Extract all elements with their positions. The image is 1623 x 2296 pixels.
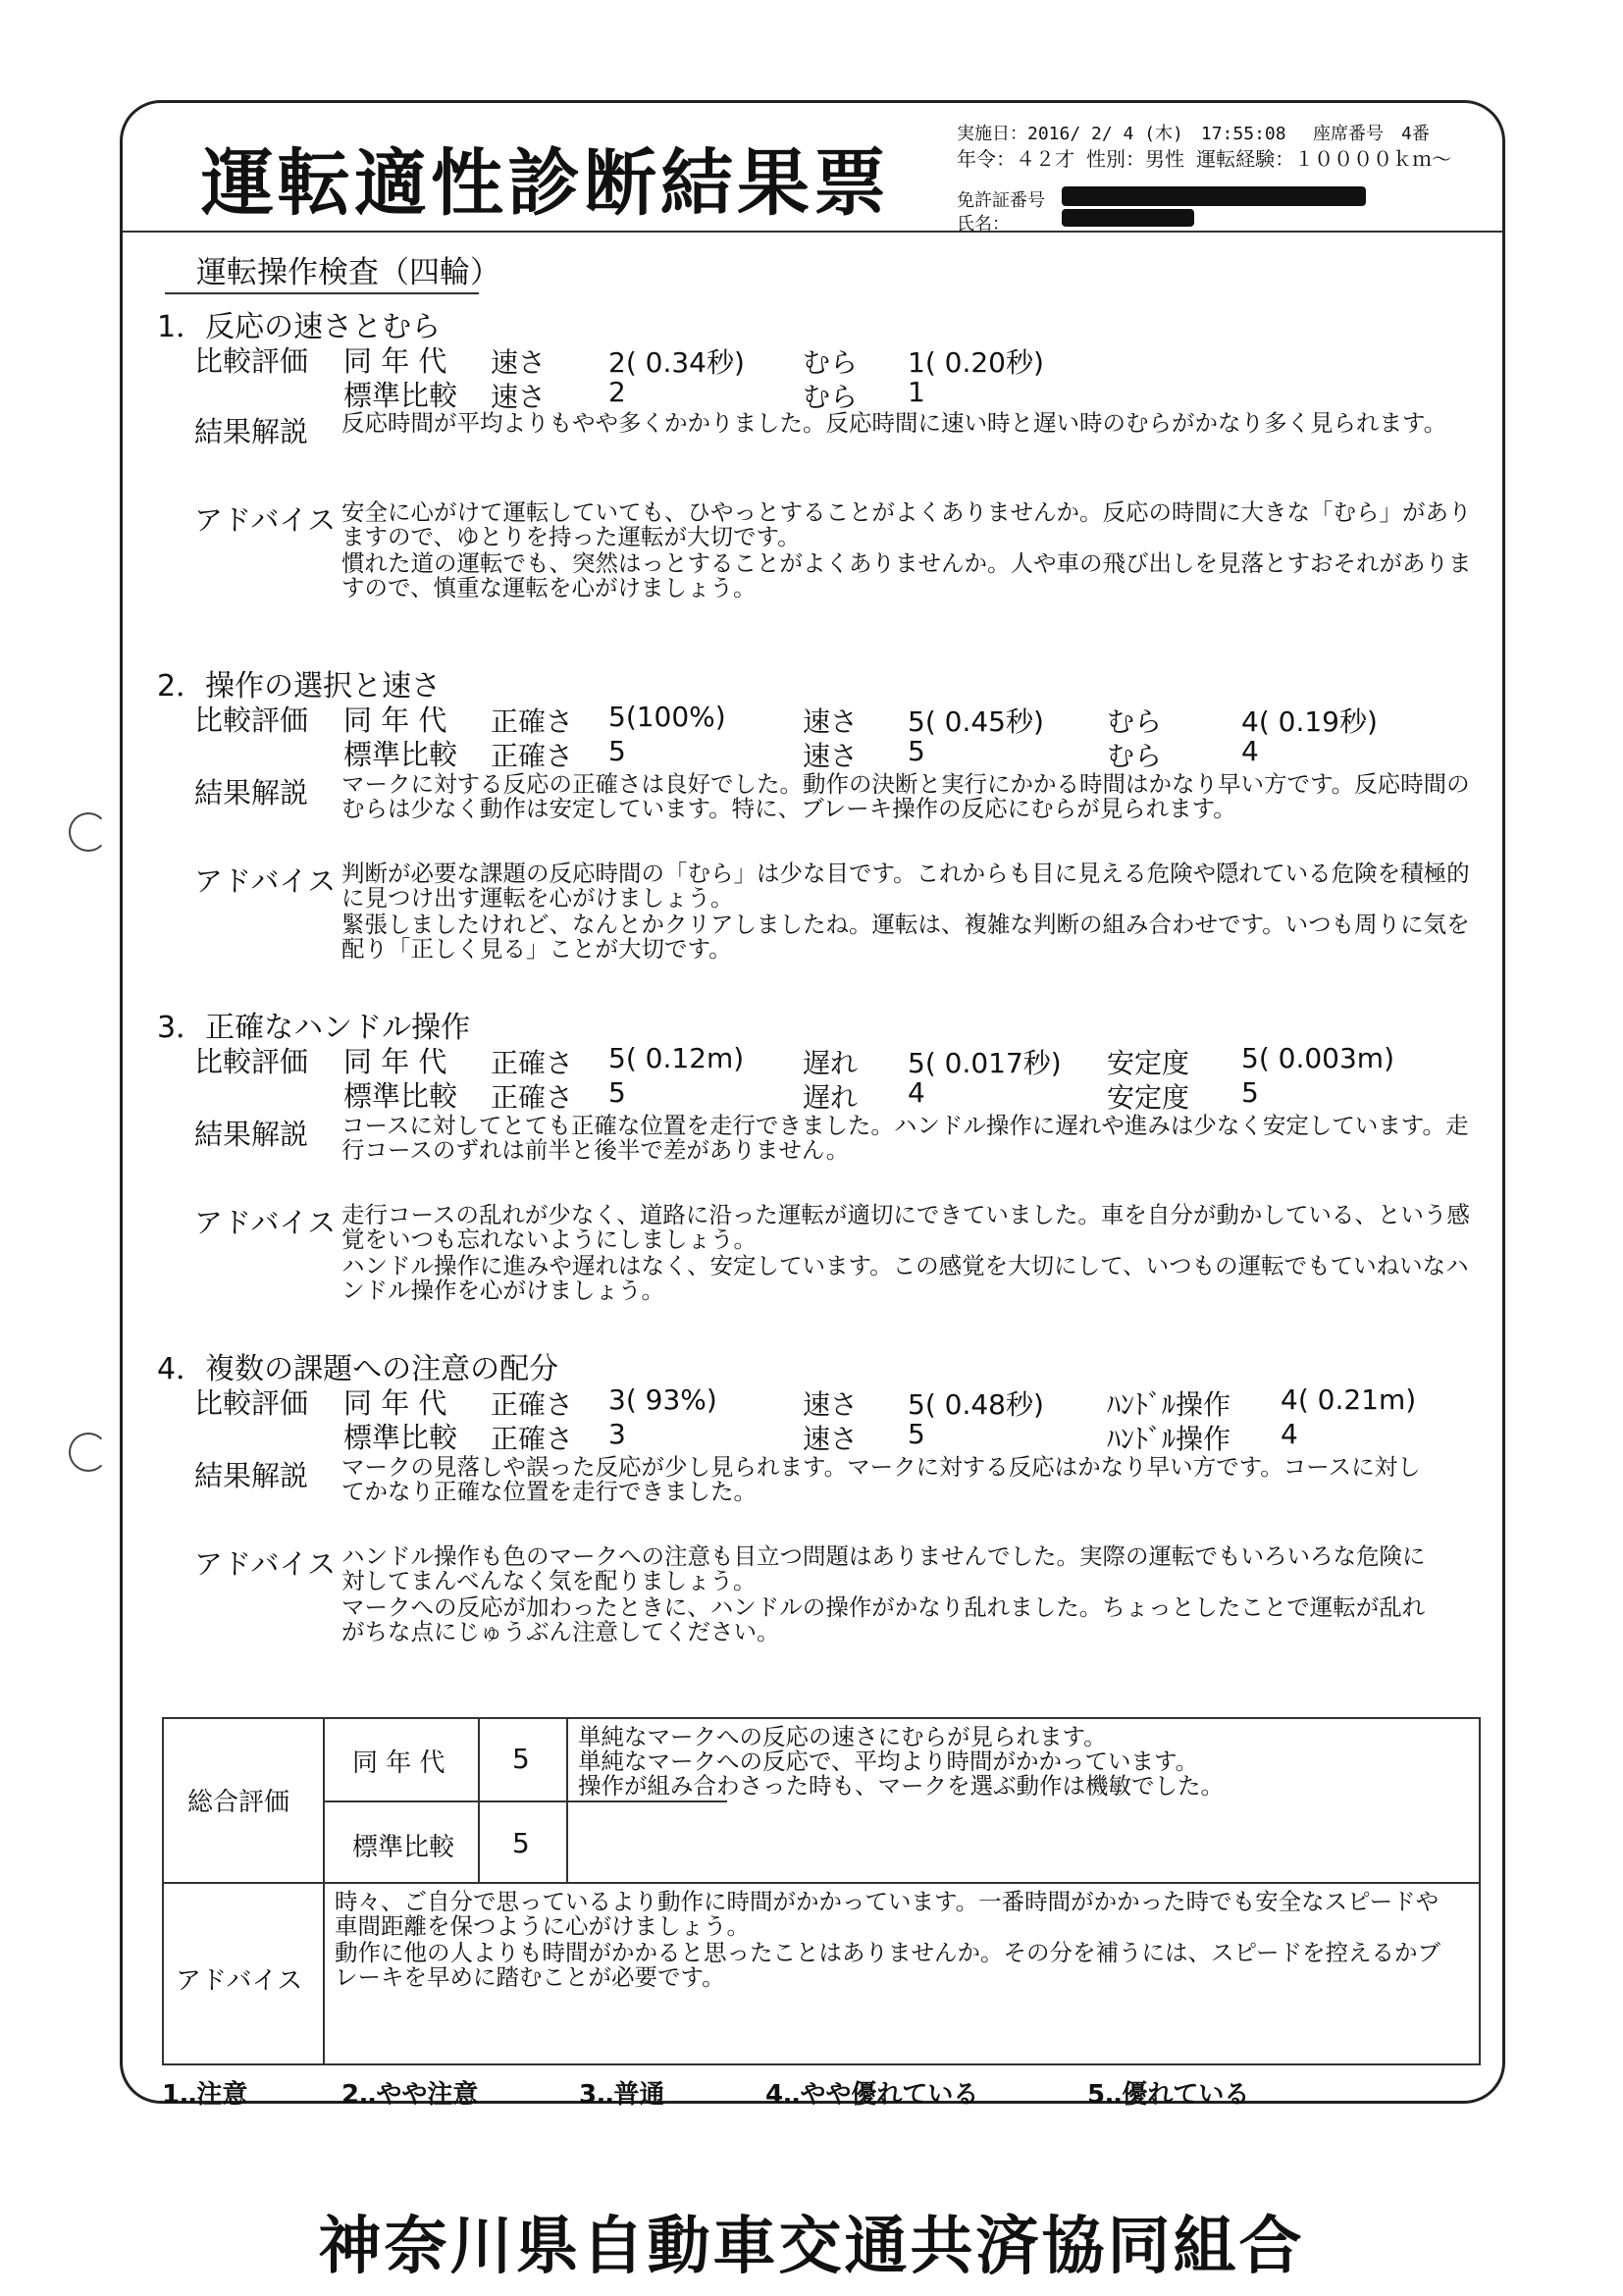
metric-label: 遅れ bbox=[803, 1081, 859, 1114]
result-text: マークの見落しや誤った反応が少し見られます。マークに対する反応はかなり早い方です。コースに対してかなり正確な位置を走行できました。 bbox=[341, 1453, 1421, 1505]
standard-label: 標準比較 bbox=[343, 1079, 458, 1113]
section-title: 3．正確なハンドル操作 bbox=[157, 1011, 471, 1045]
same-age-label: 同 年 代 bbox=[352, 1748, 445, 1778]
metric-value: 4 bbox=[1281, 1418, 1298, 1450]
standard-label: 標準比較 bbox=[352, 1833, 455, 1862]
metric-label: 速さ bbox=[803, 740, 859, 772]
section-title: 4．複数の課題への注意の配分 bbox=[157, 1352, 559, 1386]
same-age-label: 同 年 代 bbox=[343, 1045, 447, 1078]
compare-label: 比較評価 bbox=[194, 1045, 309, 1078]
compare-label: 比較評価 bbox=[194, 344, 309, 378]
result-text: コースに対してとても正確な位置を走行できました。ハンドル操作に遅れや進みは少なく安定しています。走行コースのずれは前半と後半で差がありません。 bbox=[341, 1112, 1469, 1164]
metric-label: 正確さ bbox=[491, 1081, 574, 1114]
result-label: 結果解説 bbox=[194, 1459, 309, 1492]
metric-value: 5 bbox=[908, 735, 925, 767]
metric-label: 遅れ bbox=[803, 1047, 859, 1079]
advice-label: アドバイス bbox=[194, 1206, 337, 1239]
title-divider bbox=[123, 231, 1502, 233]
summary-comment: 操作が組み合わさった時も、マークを選ぶ動作は機敏でした。 bbox=[578, 1772, 1224, 1800]
summary-advice: 動作に他の人よりも時間がかかると思ったことはありませんか。その分を補うには、スピードを控えるかブレーキを早めに踏むことが必要です。 bbox=[335, 1939, 1441, 1991]
advice-text: 慣れた道の運転でも、突然はっとすることがよくありませんか。人や車の飛び出しを見落とすおそれがありますので、慎重な運転を心がけましょう。 bbox=[341, 549, 1472, 601]
metric-label: 正確さ bbox=[491, 1388, 574, 1421]
advice-text: マークへの反応が加わったときに、ハンドルの操作がかなり乱れました。ちょっとしたことで運転が乱れがちな点にじゅうぶん注意してください。 bbox=[341, 1593, 1426, 1645]
metric-label: 正確さ bbox=[491, 740, 574, 772]
result-label: 結果解説 bbox=[194, 776, 309, 809]
advice-label: アドバイス bbox=[194, 864, 337, 898]
same-age-score: 5 bbox=[512, 1743, 530, 1775]
seat-number: 座席番号 4番 bbox=[1313, 124, 1430, 144]
metric-label: 安定度 bbox=[1107, 1047, 1190, 1079]
redaction-bar bbox=[1062, 186, 1366, 206]
same-age-label: 同 年 代 bbox=[343, 704, 447, 737]
advice-text: ハンドル操作も色のマークへの注意も目立つ問題はありませんでした。実際の運転でもいろいろな危険に対してまんべんなく気を配りましょう。 bbox=[341, 1542, 1426, 1594]
summary-comment: 単純なマークへの反応で、平均より時間がかかっています。 bbox=[578, 1748, 1199, 1775]
result-label: 結果解説 bbox=[194, 1118, 309, 1151]
metric-value: 5 bbox=[1241, 1076, 1259, 1109]
metric-value: 3( 93%) bbox=[608, 1383, 717, 1416]
organization-name: 神奈川県自動車交通共済協同組合 bbox=[318, 2211, 1305, 2283]
metric-value: 2 bbox=[608, 376, 626, 408]
same-age-label: 同 年 代 bbox=[343, 1386, 447, 1420]
metric-label: むら bbox=[803, 346, 859, 379]
summary-comment: 単純なマークへの反応の速さにむらが見られます。 bbox=[578, 1723, 1107, 1750]
result-text: 反応時間が平均よりもやや多くかかりました。反応時間に速い時と遅い時のむらがかなり多く見られます。 bbox=[341, 409, 1447, 437]
legend-item: 4‥やや優れている bbox=[765, 2080, 979, 2110]
metric-value: 5 bbox=[608, 1076, 626, 1109]
summary-advice: 時々、ご自分で思っているより動作に時間がかかっています。一番時間がかかった時でも安全なスピードや車間距離を保つように心がけましょう。 bbox=[335, 1888, 1440, 1940]
metric-value: 3 bbox=[608, 1418, 626, 1450]
metric-value: 4( 0.19秒) bbox=[1241, 705, 1378, 738]
advice-label: アドバイス bbox=[194, 503, 337, 537]
summary-table bbox=[162, 1717, 1481, 2065]
name-label: 氏名： bbox=[957, 214, 1010, 235]
metric-label: 安定度 bbox=[1107, 1081, 1190, 1114]
metric-label: 速さ bbox=[491, 346, 547, 379]
metric-value: 5( 0.12m) bbox=[608, 1042, 745, 1074]
exam-datetime: 実施日：2016/ 2/ 4 (木) 17:55:08 bbox=[957, 124, 1286, 144]
legend-item: 2‥やや注意 bbox=[341, 2080, 479, 2110]
examinee-profile: 年令：４２才 性別：男性 運転経験：１００００ｋｍ～ bbox=[957, 147, 1452, 171]
metric-value: 5(100%) bbox=[608, 701, 726, 733]
result-label: 結果解説 bbox=[194, 415, 309, 448]
advice-text: 緊張しましたけれど、なんとかクリアしましたね。運転は、複雑な判断の組み合わせです。いつも周りに気を配り「正しく見る」ことが大切です。 bbox=[341, 911, 1470, 963]
metric-label: 正確さ bbox=[491, 705, 574, 738]
standard-score: 5 bbox=[512, 1827, 530, 1859]
metric-label: ﾊﾝﾄﾞﾙ操作 bbox=[1107, 1423, 1231, 1455]
metric-value: 5( 0.003m) bbox=[1241, 1042, 1394, 1074]
metric-label: 正確さ bbox=[491, 1423, 574, 1455]
standard-label: 標準比較 bbox=[343, 738, 458, 771]
section-title: 2．操作の選択と速さ bbox=[157, 669, 442, 704]
metric-label: むら bbox=[1107, 705, 1163, 738]
result-text: マークに対する反応の正確さは良好でした。動作の決断と実行にかかる時間はかなり早い方です。反応時間のむらは少なく動作は安定しています。特に、ブレーキ操作の反応にむらが見られます。 bbox=[341, 770, 1470, 822]
metric-value: 5 bbox=[908, 1418, 925, 1450]
metric-value: 5( 0.45秒) bbox=[908, 705, 1044, 738]
page-title: 運転適性診断結果票 bbox=[201, 141, 890, 226]
compare-label: 比較評価 bbox=[194, 1386, 309, 1420]
advice-label: アドバイス bbox=[176, 1966, 303, 1996]
license-label: 免許証番号 bbox=[957, 190, 1045, 211]
test-subtitle: 運転操作検査（四輪） bbox=[196, 255, 500, 290]
metric-value: 2( 0.34秒) bbox=[608, 346, 745, 379]
advice-text: 安全に心がけて運転していても、ひやっとすることがよくありませんか。反応の時間に大きな「むら」がありますので、ゆとりを持った運転が大切です。 bbox=[341, 498, 1472, 550]
metric-label: 速さ bbox=[803, 705, 859, 738]
same-age-label: 同 年 代 bbox=[343, 344, 447, 378]
legend-item: 1‥注意 bbox=[162, 2080, 248, 2110]
metric-value: 1 bbox=[908, 376, 925, 408]
redaction-bar bbox=[1062, 209, 1194, 227]
subtitle-underline bbox=[165, 292, 479, 294]
metric-label: 正確さ bbox=[491, 1047, 574, 1079]
section-title: 1．反応の速さとむら bbox=[157, 310, 442, 344]
advice-text: ハンドル操作に進みや遅れはなく、安定しています。この感覚を大切にして、いつもの運転でもていねいなハンドル操作を心がけましょう。 bbox=[341, 1252, 1469, 1304]
metric-value: 5( 0.017秒) bbox=[908, 1047, 1062, 1079]
metric-label: ﾊﾝﾄﾞﾙ操作 bbox=[1107, 1388, 1231, 1421]
metric-label: 速さ bbox=[803, 1423, 859, 1455]
advice-label: アドバイス bbox=[194, 1547, 337, 1581]
metric-value: 4 bbox=[1241, 735, 1259, 767]
metric-label: 速さ bbox=[491, 381, 547, 413]
metric-value: 1( 0.20秒) bbox=[908, 346, 1044, 379]
metric-value: 4( 0.21m) bbox=[1281, 1383, 1417, 1416]
legend-item: 3‥普通 bbox=[579, 2080, 665, 2110]
metric-value: 5( 0.48秒) bbox=[908, 1388, 1044, 1421]
advice-text: 走行コースの乱れが少なく、道路に沿った運転が適切にできていました。車を自分が動かしている、という感覚をいつも忘れないようにしましょう。 bbox=[341, 1201, 1470, 1253]
binder-hole-top bbox=[69, 812, 108, 852]
metric-value: 4 bbox=[908, 1076, 925, 1109]
binder-hole-bottom bbox=[69, 1433, 108, 1472]
metric-label: 速さ bbox=[803, 1388, 859, 1421]
metric-value: 5 bbox=[608, 735, 626, 767]
overall-label: 総合評価 bbox=[187, 1788, 290, 1817]
standard-label: 標準比較 bbox=[343, 1421, 458, 1454]
legend-item: 5‥優れている bbox=[1087, 2080, 1250, 2110]
metric-label: むら bbox=[1107, 740, 1163, 772]
standard-label: 標準比較 bbox=[343, 379, 458, 412]
compare-label: 比較評価 bbox=[194, 704, 309, 737]
metric-label: むら bbox=[803, 381, 859, 413]
advice-text: 判断が必要な課題の反応時間の「むら」は少な目です。これからも目に見える危険や隠れている危険を積極的に見つけ出す運転を心がけましょう。 bbox=[341, 860, 1470, 912]
